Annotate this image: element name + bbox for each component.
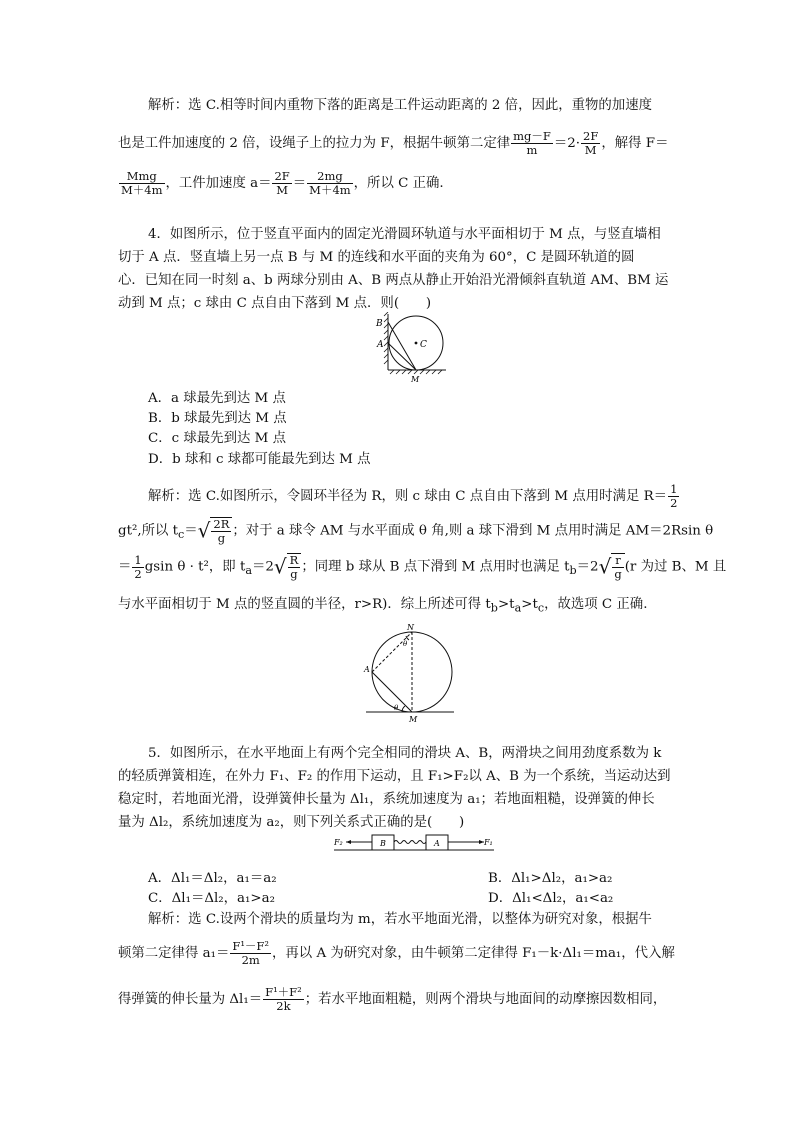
label-b: B [380, 839, 386, 848]
q5-option-a: A．Δl₁＝Δl₂，a₁＝a₂ [148, 871, 277, 886]
q5-line4: 量为 Δl₂，系统加速度为 a₂，则下列关系式正确的是( ) [118, 815, 465, 830]
sol4-line3: ＝ $\frac{1}{2}$ gsin θ · t²，即 $t_a=2√$ $\frac{R}{g}$ ；同理 b 球从 B 点下滑到 M 点用时也满足 $t_b=2√$ $\frac{r}{g}$ (r 为过 B、M 且 [118, 552, 727, 581]
label-n: N [407, 624, 414, 632]
q4-line3: 心．已知在同一时刻 a、b 两球分别由 A、B 两点从静止开始沿光滑倾斜直轨道 AM、BM 运 [118, 273, 669, 288]
q4-option-a: A．a 球最先到达 M 点 [148, 391, 286, 406]
fraction: $\frac{1}{2}$ [134, 552, 142, 581]
sol3-line1: 解析：选 C.相等时间内重物下落的距离是工件运动距离的 2 倍，因此，重物的加速度 [148, 98, 652, 113]
label-a: A [377, 340, 384, 350]
label-c: C [420, 340, 427, 350]
q4-line4: 动到 M 点；c 球由 C 点自由下落到 M 点．则( ) [118, 296, 432, 311]
q5-option-d: D．Δl₁<Δl₂，a₁<a₂ [488, 891, 614, 906]
q5-line1: 5．如图所示，在水平地面上有两个完全相同的滑块 A、B，两滑块之间用劲度系数为 k [148, 746, 662, 761]
q5-line3: 稳定时，若地面光滑，设弹簧伸长量为 Δl₁，系统加速度为 a₁；若地面粗糙，设弹簧的伸长 [118, 792, 655, 807]
sqrt: √ $\frac{2R}{g}$ [198, 517, 233, 545]
q5-option-c: C．Δl₁＝Δl₂，a₁>a₂ [148, 891, 275, 906]
q4-option-c: C．c 球最先到达 M 点 [148, 431, 286, 446]
label-theta-top: θ [403, 640, 408, 648]
sol3-line2: 也是工件加速度的 2 倍，设绳子上的拉力为 F，根据牛顿第二定律 $\frac{mg-F}{m}$ ＝2· $\frac{2F}{M}$ ，解得 F＝ [118, 129, 669, 157]
fraction: $\frac{2mg}{M+4m}$ [309, 169, 351, 197]
fraction: $\frac{2F}{M}$ [274, 169, 290, 197]
sol4-line1: 解析：选 C.如图所示，令圆环半径为 R，则 c 球由 C 点自由下落到 M 点用时满足 R＝ $\frac{1}{2}$ [148, 482, 678, 510]
sol4-line2: gt²,所以 $t_c=√$ $\frac{2R}{g}$ ；对于 a 球令 AM 与水平面成 θ 角,则 a 球下滑到 M 点用时满足 AM＝2Rsin θ [118, 517, 714, 545]
q4-line1: 4．如图所示，位于竖直平面内的固定光滑圆环轨道与水平面相切于 M 点，与竖直墙相 [148, 227, 661, 242]
sol5-line3: 得弹簧的伸长量为 Δl₁＝ $\frac{\text{F¹＋F²}}{2k}$ ；若水平地面粗糙，则两个滑块与地面间的动摩擦因数相同， [118, 985, 667, 1013]
sol5-line2: 顿第二定律得 a₁＝ $\frac{\text{F¹－F²}}{2m}$ ，再以 A 为研究对象，由牛顿第二定律得 F₁－k·Δl₁＝ma₁，代入解 [118, 939, 675, 967]
q4-line2: 切于 A 点．竖直墙上另一点 B 与 M 的连线和水平面的夹角为 60°，C 是圆环轨道的圆 [118, 250, 635, 265]
fraction: $\frac{\text{F¹－F²}}{2m}$ [232, 939, 270, 967]
label-m: M [409, 715, 418, 724]
label-a: A [434, 839, 440, 848]
q5-option-b: B．Δl₁>Δl₂，a₁>a₂ [488, 871, 613, 886]
fraction: $\frac{\text{Mmg}}{M+4m}$ [121, 169, 163, 197]
fraction: $\frac{1}{2}$ [670, 482, 678, 510]
sol5-line1: 解析：选 C.设两个滑块的质量均为 m，若水平地面光滑，以整体为研究对象，根据牛 [148, 912, 652, 927]
label-a: A [364, 665, 370, 674]
sqrt: √ $\frac{r}{g}$ [599, 553, 625, 581]
q5-line2: 的轻质弹簧相连，在外力 F₁、F₂ 的作用下运动，且 F₁>F₂以 A、B 为一个系统，当运动达到 [118, 769, 671, 784]
label-theta-bottom: θ [394, 704, 399, 712]
q5-figure [334, 832, 494, 856]
q4-figure [372, 312, 452, 384]
sol4-line4: 与水平面相切于 M 点的竖直圆的半径，r>R)．综上所述可得 $t_b>t_a>t_c$，故选项 C 正确. [118, 597, 648, 615]
q4-option-d: D．b 球和 c 球都可能最先到达 M 点 [148, 452, 371, 467]
label-b: B [376, 319, 383, 329]
sol3-line3: $\frac{\text{Mmg}}{M+4m}$ ，工件加速度 a＝ $\frac{2F}{M}$ ＝ $\frac{2mg}{M+4m}$ ，所以 C 正确. [121, 169, 444, 197]
sol4-figure [362, 624, 458, 724]
fraction: $\frac{\text{F¹＋F²}}{2k}$ [265, 985, 302, 1013]
label-f1: F₁ [484, 838, 493, 847]
q4-option-b: B．b 球最先到达 M 点 [148, 411, 287, 426]
label-m: M [411, 375, 420, 384]
fraction: $\frac{2F}{M}$ [583, 129, 599, 157]
fraction: $\frac{mg-F}{m}$ [513, 129, 551, 157]
sqrt: √ $\frac{R}{g}$ [274, 553, 301, 581]
label-f2: F₂ [334, 838, 343, 847]
